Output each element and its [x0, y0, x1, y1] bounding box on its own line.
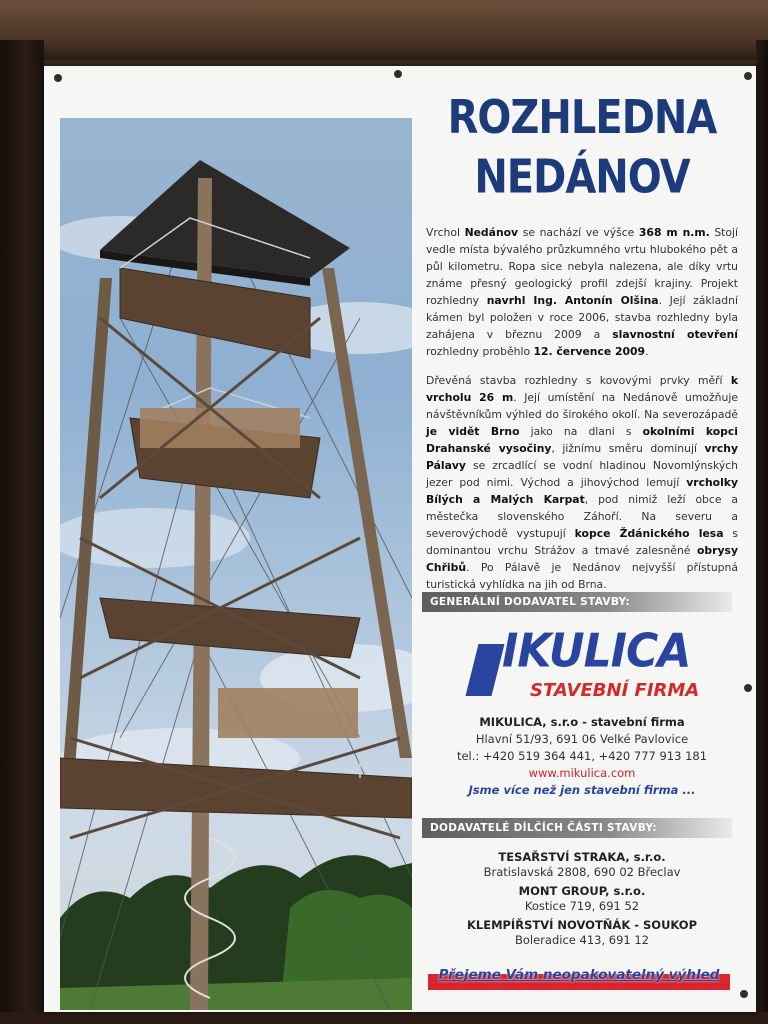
highlighted-text: navrhl Ing. Antonín Olšina	[486, 294, 659, 307]
subcontractor-address: Bratislavská 2808, 690 02 Břeclav	[483, 865, 681, 879]
paragraph-text: s dominantou vrchu Strážov a tmavé zalesněné	[426, 527, 738, 557]
subcontractor-name: MONT GROUP, s.r.o.	[518, 884, 646, 898]
wooden-frame-top	[0, 0, 768, 60]
view-description-paragraph	[426, 372, 738, 593]
lookout-tower-illustration	[60, 118, 412, 1010]
subcontractor-item	[422, 850, 742, 880]
subcontractor-name: TESAŘSTVÍ STRAKA, s.r.o.	[498, 850, 666, 864]
paragraph-text: rozhledny proběhlo	[426, 345, 534, 358]
paragraph-text: se nachází ve výšce	[518, 226, 639, 239]
wooden-frame-right	[756, 40, 768, 1024]
mounting-screw	[394, 70, 402, 78]
highlighted-text: 12. července 2009	[533, 345, 646, 358]
paragraph-text: jako na dlani s	[519, 425, 643, 438]
subcontractor-item	[422, 918, 742, 948]
information-poster	[44, 66, 756, 1012]
highlighted-text: je vidět Brno	[426, 425, 520, 438]
paragraph-text: .	[645, 345, 649, 358]
contractor-address: Hlavní 51/93, 691 06 Velké Pavlovice	[475, 732, 689, 746]
wooden-frame-bottom	[0, 1012, 768, 1024]
footer-slogan-text: Přejeme Vám neopakovatelný výhled	[438, 967, 720, 983]
subcontractors-band: DODAVATELÉ DÍLČÍCH ČÁSTI STAVBY:	[422, 818, 732, 838]
subcontractor-list	[422, 850, 742, 948]
contractor-slogan: Jsme více než jen stavební firma ...	[468, 783, 696, 797]
paragraph-text: . Její umístění na Nedánově umožňuje návštěvníkům výhled do širokého okolí. Na severozápadě	[426, 391, 738, 421]
highlighted-text: 368 m n.m.	[638, 226, 710, 239]
paragraph-text: Dřevěná stavba rozhledny s kovovými prvky měří	[426, 374, 731, 387]
highlighted-text: kopce Ždánického lesa	[574, 527, 724, 540]
paragraph-text: . Její základní kámen byl položen v roce 2006, stavba rozhledny byla zahájena v březnu 2009 a	[426, 294, 738, 341]
highlighted-text: okolními kopci Drahanské vysočiny	[426, 425, 738, 455]
contractor-phone: tel.: +420 519 364 441, +420 777 913 181	[456, 749, 708, 763]
contractor-website-link[interactable]: www.mikulica.com	[528, 766, 636, 780]
mounting-screw	[744, 72, 752, 80]
title-line-2: NEDÁNOV	[474, 151, 690, 205]
highlighted-text: k vrcholu 26 m	[426, 374, 738, 404]
subcontractor-item	[422, 884, 742, 914]
mikulica-logo-word: IKULICA	[502, 624, 691, 679]
mikulica-logo-mark	[466, 644, 505, 696]
mounting-screw	[740, 990, 748, 998]
highlighted-text: vrcholky Bílých a Malých Karpat	[426, 476, 738, 506]
poster-title	[422, 88, 742, 208]
highlighted-text: Nedánov	[464, 226, 519, 239]
subcontractor-name: KLEMPÍŘSTVÍ NOVOTŇÁK - SOUKOP	[466, 918, 698, 932]
paragraph-text: Stojí vedle místa bývalého průzkumného vrtu hlubokého pět a půl kilometru. Ropa sice nebyla nalezena, ale díky vrtu známe přesný geologický profil zdejší krajiny. Projekt rozhledny	[426, 226, 739, 307]
wooden-frame-left	[0, 40, 44, 1024]
history-paragraph	[426, 224, 738, 360]
footer-slogan	[428, 966, 730, 988]
paragraph-text: . Po Pálavě je Nedánov nejvyšší přístupná turistická vyhlídka na jih od Brna.	[426, 561, 738, 591]
highlighted-text: vrchy Pálavy	[426, 442, 738, 472]
tower-photo	[60, 118, 412, 1010]
mounting-screw	[54, 74, 62, 82]
subcontractor-address: Kostice 719, 691 52	[524, 899, 640, 913]
paragraph-text: , pod nimiž leží obce a městečka slovenského Záhoří. Na severu a severovýchodě vystupují	[426, 493, 738, 540]
mounting-screw	[744, 684, 752, 692]
highlighted-text: obrysy Chřibů	[426, 544, 738, 574]
paragraph-text: se zrcadlící se vodní hladinou Novomlýnských jezer pod nimi. Východ a jihovýchod lemují	[426, 459, 738, 489]
title-line-1: ROZHLEDNA	[447, 91, 717, 145]
paragraph-text: Vrchol	[426, 226, 465, 239]
contractor-contact	[422, 714, 742, 799]
general-contractor-band: GENERÁLNÍ DODAVATEL STAVBY:	[422, 592, 732, 612]
subcontractor-address: Boleradice 413, 691 12	[514, 933, 650, 947]
contractor-name: MIKULICA, s.r.o - stavební firma	[479, 715, 685, 729]
paragraph-text: , jižnímu směru dominují	[551, 442, 705, 455]
mikulica-logo-subtitle: STAVEBNÍ FIRMA	[530, 680, 700, 701]
highlighted-text: slavnostní otevření	[612, 328, 738, 341]
